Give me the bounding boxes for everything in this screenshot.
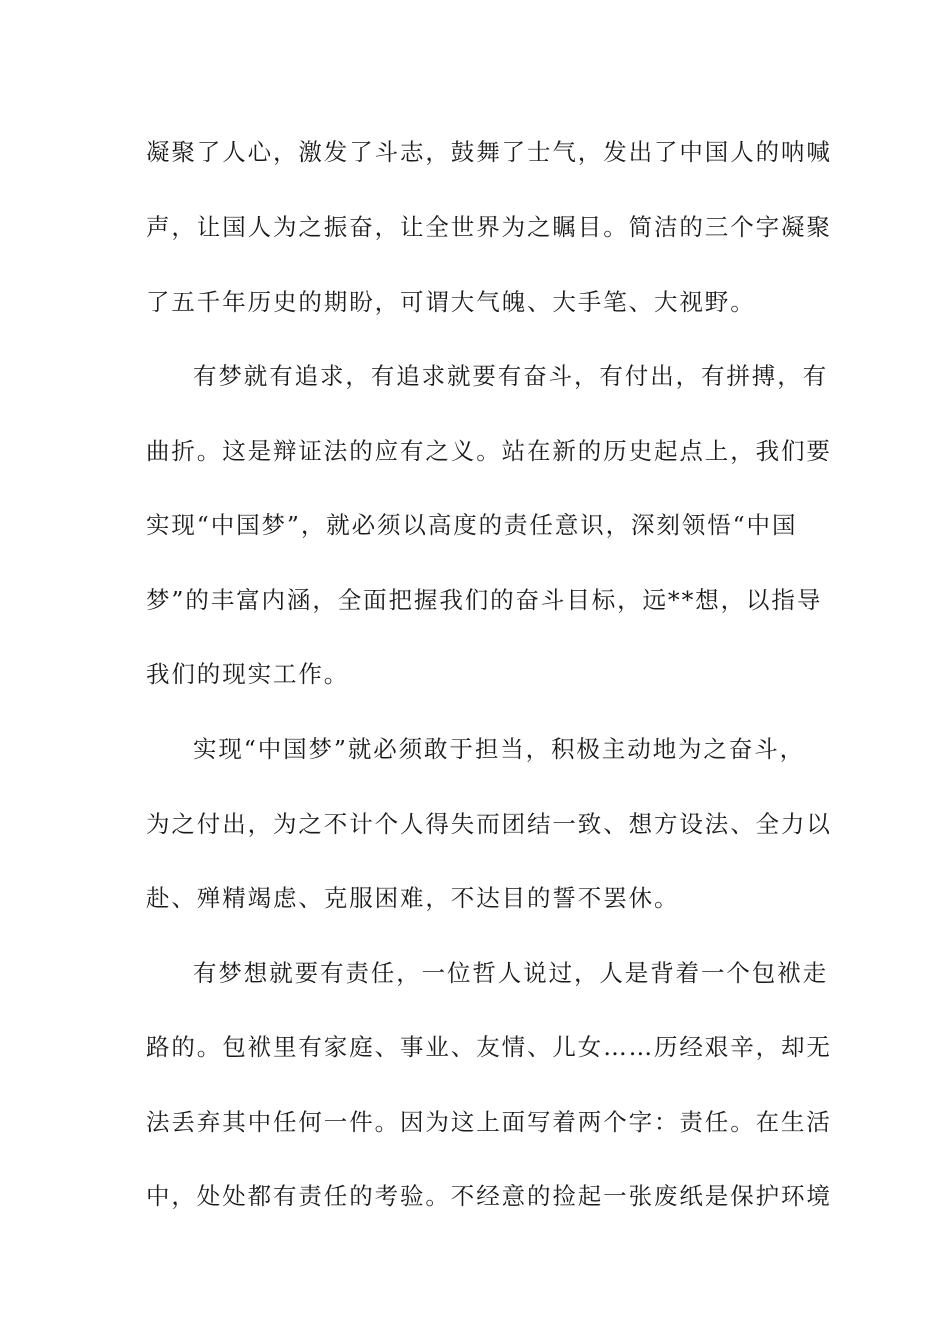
- text-line: 曲折。这是辩证法的应有之义。站在新的历史起点上，我们要: [146, 437, 832, 465]
- text-line: 实现“中国梦”，就必须以高度的责任意识，深刻领悟“中国: [146, 511, 798, 539]
- text-line: 赴、殚精竭虑、克服困难，不达目的誓不罢休。: [146, 884, 680, 912]
- text-line: 为之付出，为之不计个人得失而团结一致、想方设法、全力以: [146, 810, 832, 838]
- paragraph-start-line: 实现“中国梦”就必须敢于担当，积极主动地为之奋斗，: [193, 735, 806, 763]
- text-line: 法丢弃其中任何一件。因为这上面写着两个字：责任。在生活: [146, 1108, 832, 1136]
- text-line: 路的。包袱里有家庭、事业、友情、儿女……历经艰辛，却无: [146, 1033, 832, 1061]
- text-line: 凝聚了人心，激发了斗志，鼓舞了士气，发出了中国人的呐喊: [146, 138, 832, 166]
- text-line: 了五千年历史的期盼，可谓大气魄、大手笔、大视野。: [146, 288, 756, 316]
- paragraph-start-line: 有梦想就要有责任，一位哲人说过，人是背着一个包袱走: [193, 959, 828, 987]
- paragraph-start-line: 有梦就有追求，有追求就要有奋斗，有付出，有拼搏，有: [193, 362, 828, 390]
- text-line: 我们的现实工作。: [146, 660, 350, 688]
- text-line: 声，让国人为之振奋，让全世界为之瞩目。简洁的三个字凝聚: [146, 213, 832, 241]
- text-line: 梦”的丰富内涵，全面把握我们的奋斗目标，远**想，以指导: [146, 586, 823, 614]
- text-line: 中，处处都有责任的考验。不经意的捡起一张废纸是保护环境: [146, 1182, 832, 1210]
